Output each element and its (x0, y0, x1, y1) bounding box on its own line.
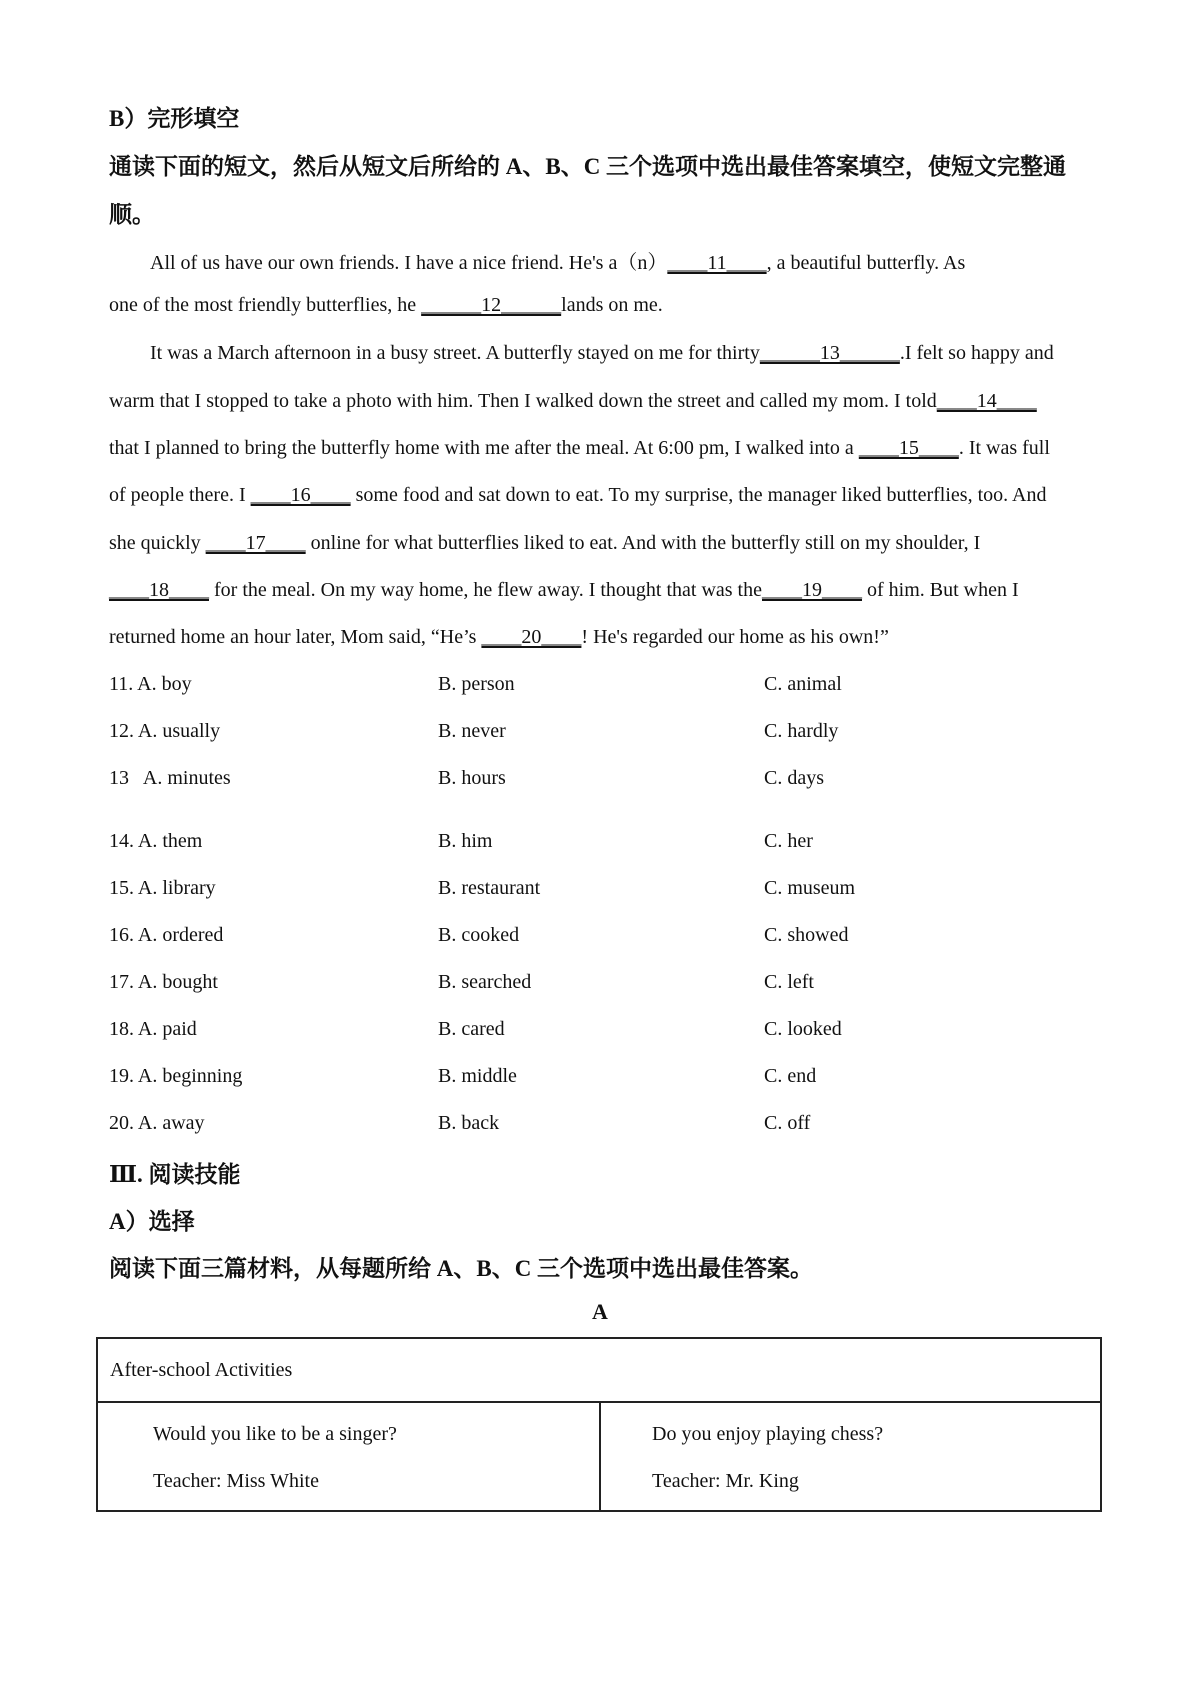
section-a-heading: A）选择 (109, 1209, 195, 1234)
option-c: C. museum (764, 877, 856, 899)
activity-question: Would you like to be a singer? (153, 1423, 397, 1445)
blank-15: ____15____ (858, 437, 959, 459)
option-c: C. showed (764, 924, 849, 946)
passage-line (109, 484, 1046, 507)
option-a: 12. A. usually (109, 720, 221, 742)
blank-11: ____11____ (667, 252, 767, 274)
blank-20: ____20____ (481, 626, 582, 648)
blank-17: ____17____ (205, 532, 306, 554)
passage-line (109, 532, 980, 555)
option-c: C. days (764, 767, 824, 789)
option-b: B. him (438, 830, 493, 852)
option-a: 16. A. ordered (109, 924, 224, 946)
instruction-line-2: 顺。 (109, 202, 155, 227)
option-c: C. left (764, 971, 814, 993)
passage-text: of people there. I (109, 484, 251, 506)
option-a: 14. A. them (109, 830, 203, 852)
passage-text: one of the most friendly butterflies, he (109, 294, 422, 316)
section-b-heading: B）完形填空 (109, 106, 240, 131)
instruction-line-1: 通读下面的短文，然后从短文后所给的 A、B、C 三个选项中选出最佳答案填空，使短文完整通 (109, 154, 1067, 179)
passage-letter: A (592, 1299, 608, 1324)
passage-text: , a beautiful butterfly. As (766, 252, 966, 274)
option-b: B. middle (438, 1065, 517, 1087)
reading-instruction: 阅读下面三篇材料，从每题所给 A、B、C 三个选项中选出最佳答案。 (109, 1256, 814, 1281)
option-a: 19. A. beginning (109, 1065, 243, 1087)
passage-text: of him. But when I (862, 579, 1019, 601)
option-b: B. never (438, 720, 506, 742)
option-a: 20. A. away (109, 1112, 205, 1134)
passage-text: she quickly (109, 532, 206, 554)
passage-line (109, 390, 1037, 413)
option-b: B. searched (438, 971, 532, 993)
option-b: B. cooked (438, 924, 520, 946)
option-a: 11. A. boy (109, 673, 192, 695)
passage-line (150, 342, 1054, 365)
table-header-row (98, 1339, 1100, 1403)
passage-text: returned home an hour later, Mom said, “He’s (109, 626, 482, 648)
passage-text: online for what butterflies liked to eat. And with the butterfly still on my shoulder, I (305, 532, 981, 554)
passage-text: warm that I stopped to take a photo with him. Then I walked down the street and called my mom. I told (109, 390, 937, 412)
option-b: B. back (438, 1112, 500, 1134)
option-b: B. cared (438, 1018, 505, 1040)
blank-13: ______13______ (759, 342, 900, 364)
passage-text: . It was full (958, 437, 1050, 459)
blank-14: ____14____ (936, 390, 1037, 412)
option-a: 13 A. minutes (109, 767, 231, 789)
blank-16: ____16____ (250, 484, 351, 506)
passage-line (109, 437, 1050, 460)
option-b: B. person (438, 673, 515, 695)
table-cell-left (98, 1403, 601, 1510)
passage-line (109, 579, 1019, 602)
blank-18: ____18____ (109, 579, 209, 601)
option-c: C. looked (764, 1018, 842, 1040)
table-header: After-school Activities (110, 1359, 293, 1381)
option-b: B. hours (438, 767, 506, 789)
option-a: 18. A. paid (109, 1018, 197, 1040)
option-c: C. her (764, 830, 813, 852)
option-c: C. animal (764, 673, 842, 695)
passage-text: ! He's regarded our home as his own!” (581, 626, 889, 648)
table-cell-right (601, 1403, 1100, 1510)
passage-line (109, 626, 889, 649)
passage-text: All of us have our own friends. I have a nice friend. He's a（n） (150, 252, 668, 274)
option-c: C. hardly (764, 720, 839, 742)
option-c: C. end (764, 1065, 817, 1087)
passage-text: that I planned to bring the butterfly home with me after the meal. At 6:00 pm, I walked into a (109, 437, 859, 459)
passage-text: some food and sat down to eat. To my surprise, the manager liked butterflies, too. And (350, 484, 1047, 506)
passage-text: It was a March afternoon in a busy street. A butterfly stayed on me for thirty (150, 342, 760, 364)
option-b: B. restaurant (438, 877, 541, 899)
option-c: C. off (764, 1112, 811, 1134)
option-a: 15. A. library (109, 877, 216, 899)
activity-teacher: Teacher: Miss White (153, 1470, 319, 1492)
option-a: 17. A. bought (109, 971, 218, 993)
blank-12: ______12______ (421, 294, 562, 316)
activity-teacher: Teacher: Mr. King (652, 1470, 799, 1492)
passage-text: for the meal. On my way home, he flew away. I thought that was the (209, 579, 762, 601)
activity-question: Do you enjoy playing chess? (652, 1423, 884, 1445)
blank-19: ____19____ (762, 579, 862, 601)
activities-table (96, 1337, 1102, 1512)
passage-text: .I felt so happy and (899, 342, 1054, 364)
passage-line (150, 246, 965, 275)
passage-text: lands on me. (561, 294, 663, 316)
section-iii-heading: Ⅲ. 阅读技能 (109, 1162, 241, 1187)
passage-line (109, 294, 663, 317)
